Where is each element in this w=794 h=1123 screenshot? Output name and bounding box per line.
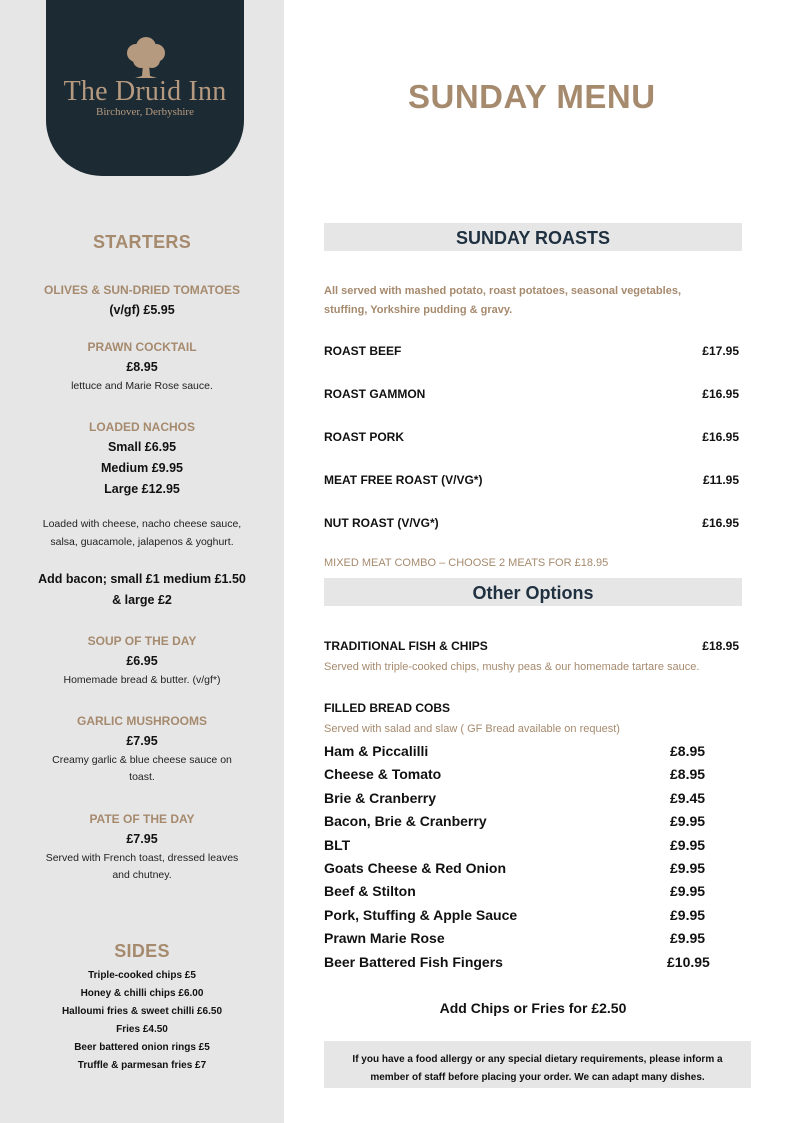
cob-price: £9.95 xyxy=(670,860,706,876)
roasts-intro-line2: stuffing, Yorkshire pudding & gravy. xyxy=(324,304,513,316)
roast-price: £11.95 xyxy=(702,473,739,487)
cob-item xyxy=(324,837,714,853)
add-chips-note: Add Chips or Fries for £2.50 xyxy=(439,1000,627,1016)
side-item: Fries £4.50 xyxy=(116,1024,168,1035)
garlic-mushrooms-price: £7.95 xyxy=(126,734,158,748)
nachos-bacon-line2: & large £2 xyxy=(112,593,172,607)
roast-name: ROAST GAMMON xyxy=(324,387,426,401)
sides-heading: SIDES xyxy=(114,941,170,961)
cob-price: £9.95 xyxy=(670,837,706,853)
side-item: Triple-cooked chips £5 xyxy=(88,970,196,981)
pate-title: PATE OF THE DAY xyxy=(89,812,195,826)
left-sidebar xyxy=(0,0,284,1123)
side-item: Honey & chilli chips £6.00 xyxy=(80,988,204,999)
oak-tree-icon xyxy=(124,36,168,80)
cob-name: Bacon, Brie & Cranberry xyxy=(324,813,487,829)
logo-location: Birchover, Derbyshire xyxy=(96,106,194,118)
allergy-line: If you have a food allergy or any special dietary requirements, please inform a xyxy=(352,1054,723,1065)
cob-item xyxy=(324,930,714,946)
prawn-cocktail-price: £8.95 xyxy=(126,360,158,374)
cob-name: BLT xyxy=(324,837,351,853)
cob-name: Pork, Stuffing & Apple Sauce xyxy=(324,907,518,923)
bread-cobs-desc: Served with salad and slaw ( GF Bread available on request) xyxy=(324,723,620,735)
roast-item-meat-free xyxy=(324,473,739,487)
roast-name: NUT ROAST (V/VG*) xyxy=(324,516,439,530)
pate-price: £7.95 xyxy=(126,832,158,846)
cob-item xyxy=(324,860,714,876)
cob-item xyxy=(324,907,714,923)
other-options-heading: Other Options xyxy=(324,578,742,606)
sides-list xyxy=(0,967,284,1075)
roast-item-pork xyxy=(324,430,739,444)
allergy-line: member of staff before placing your order. We can adapt many dishes. xyxy=(370,1072,705,1083)
roasts-intro-line1: All served with mashed potato, roast potatoes, seasonal vegetables, xyxy=(324,285,681,297)
garlic-mushrooms-desc-line1: Creamy garlic & blue cheese sauce on xyxy=(52,754,232,766)
cob-name: Cheese & Tomato xyxy=(324,766,442,782)
soup-price: £6.95 xyxy=(126,654,158,668)
roast-name: MEAT FREE ROAST (V/VG*) xyxy=(324,473,483,487)
nachos-title: LOADED NACHOS xyxy=(88,420,195,434)
roast-price: £16.95 xyxy=(702,387,739,401)
cob-price: £9.95 xyxy=(670,930,706,946)
pate-desc-line2: and chutney. xyxy=(112,869,172,881)
page-title: SUNDAY MENU xyxy=(408,78,656,115)
cob-item xyxy=(324,790,714,806)
cob-name: Prawn Marie Rose xyxy=(324,930,445,946)
cob-name: Beer Battered Fish Fingers xyxy=(324,954,503,970)
soup-desc: Homemade bread & butter. (v/gf*) xyxy=(63,674,221,686)
prawn-cocktail-desc: lettuce and Marie Rose sauce. xyxy=(71,380,213,392)
nachos-bacon-line1: Add bacon; small £1 medium £1.50 xyxy=(38,572,246,586)
olives-price: (v/gf) £5.95 xyxy=(109,303,175,317)
cob-item xyxy=(324,883,714,899)
logo-name: The Druid Inn xyxy=(63,76,227,107)
cob-price: £9.95 xyxy=(670,813,706,829)
roast-price: £16.95 xyxy=(702,516,739,530)
sunday-roasts-heading: SUNDAY ROASTS xyxy=(324,223,742,251)
side-item: Truffle & parmesan fries £7 xyxy=(77,1060,207,1071)
cob-name: Beef & Stilton xyxy=(324,883,416,899)
side-item: Halloumi fries & sweet chilli £6.50 xyxy=(61,1006,223,1017)
pate-desc-line1: Served with French toast, dressed leaves xyxy=(45,852,239,864)
fish-and-chips xyxy=(324,639,739,653)
roast-name: ROAST BEEF xyxy=(324,344,402,358)
fish-name: TRADITIONAL FISH & CHIPS xyxy=(324,639,488,653)
olives-title: OLIVES & SUN-DRIED TOMATOES xyxy=(43,283,241,297)
nachos-desc-line2: salsa, guacamole, jalapenos & yoghurt. xyxy=(50,536,234,548)
cob-name: Ham & Piccalilli xyxy=(324,743,429,759)
garlic-mushrooms-desc-line2: toast. xyxy=(129,771,155,783)
cob-item xyxy=(324,743,714,759)
garlic-mushrooms-title: GARLIC MUSHROOMS xyxy=(77,714,207,728)
soup-title: SOUP OF THE DAY xyxy=(87,634,197,648)
cob-price: £9.45 xyxy=(670,790,706,806)
cob-item xyxy=(324,766,714,782)
mixed-meat-combo: MIXED MEAT COMBO – CHOOSE 2 MEATS FOR £18.95 xyxy=(324,557,609,569)
cob-price: £10.95 xyxy=(667,954,710,970)
cob-name: Goats Cheese & Red Onion xyxy=(324,860,507,876)
cob-price: £9.95 xyxy=(670,883,706,899)
roast-item-gammon xyxy=(324,387,739,401)
bread-cobs-title: FILLED BREAD COBS xyxy=(324,701,450,715)
cob-price: £8.95 xyxy=(670,766,706,782)
allergy-notice xyxy=(324,1041,751,1088)
starters-heading: STARTERS xyxy=(92,232,192,252)
nachos-large: Large £12.95 xyxy=(104,482,180,496)
side-item: Beer battered onion rings £5 xyxy=(74,1042,210,1053)
roast-item-nut xyxy=(324,516,739,530)
cob-name: Brie & Cranberry xyxy=(324,790,437,806)
nachos-medium: Medium £9.95 xyxy=(101,461,183,475)
cob-item xyxy=(324,813,714,829)
nachos-desc-line1: Loaded with cheese, nacho cheese sauce, xyxy=(42,518,242,530)
cob-item xyxy=(324,954,714,970)
fish-desc: Served with triple-cooked chips, mushy peas & our homemade tartare sauce. xyxy=(324,661,700,673)
roast-price: £17.95 xyxy=(702,344,739,358)
cob-price: £9.95 xyxy=(670,907,706,923)
logo xyxy=(46,0,244,176)
roast-item-beef xyxy=(324,344,739,358)
fish-price: £18.95 xyxy=(702,639,739,653)
prawn-cocktail-title: PRAWN COCKTAIL xyxy=(87,340,197,354)
cob-price: £8.95 xyxy=(670,743,706,759)
nachos-small: Small £6.95 xyxy=(107,440,177,454)
roast-price: £16.95 xyxy=(702,430,739,444)
roast-name: ROAST PORK xyxy=(324,430,405,444)
